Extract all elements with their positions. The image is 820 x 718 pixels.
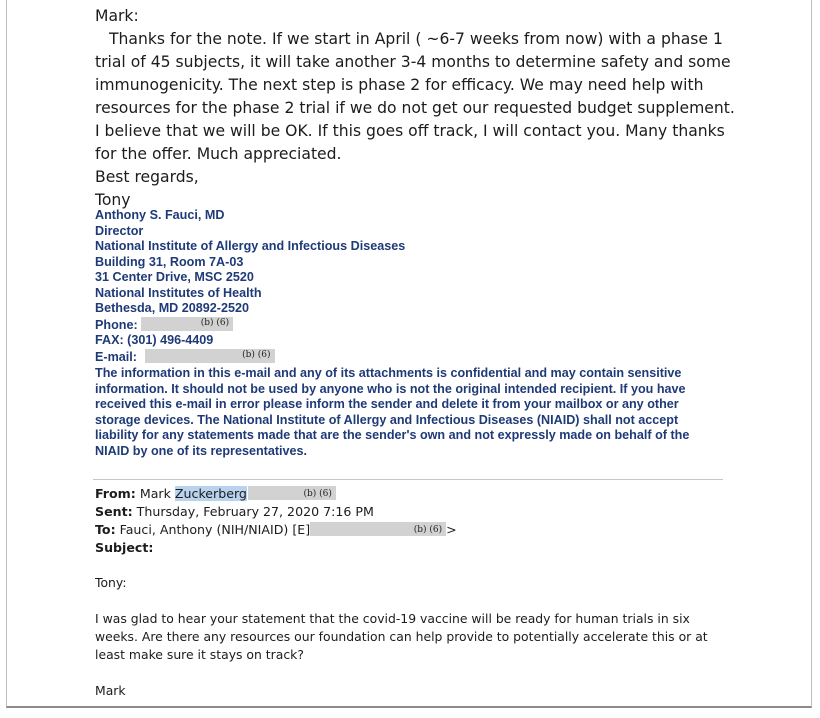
sig-name: Anthony S. Fauci, MD	[95, 208, 225, 222]
sent-value: Thursday, February 27, 2020 7:16 PM	[136, 504, 374, 519]
to-row	[95, 521, 735, 539]
reply-paragraph: Thanks for the note. If we start in April ( ~6-7 weeks from now) with a phase 1 trial of 45 subjects, it will take another 3-4 months to determine safety and some immunogenicity. The next step is phase 2 for efficacy. We may need help with resources for the phase 2 trial if we do not get our requested budget supplement. I believe that we will be OK. If this goes off track, I will contact you. Many thanks for the offer. Much appreciated.	[95, 30, 735, 163]
redaction-code: (b) (6)	[200, 317, 230, 328]
reply-name: Tony	[95, 191, 131, 209]
forwarded-email-header	[95, 485, 735, 557]
sig-institute: National Institute of Allergy and Infectious Diseases	[95, 239, 406, 253]
confidentiality-disclaimer: The information in this e-mail and any of its attachments is confidential and may contain sensitive information. It should not be used by anyone who is not the original intended recipient. If you have received this e-mail in error please inform the sender and delete it from your mailbox or any other storage devices. The National Institute of Allergy and Infectious Diseases (NIAID) shall not accept liability for any statements made that are the sender's own and not expressly made on behalf of the NIAID by one of its representatives.	[95, 366, 690, 458]
redaction-code: (b) (6)	[242, 349, 271, 360]
from-first-name: Mark	[139, 486, 175, 501]
sig-phone-row	[95, 317, 725, 334]
from-redaction	[248, 486, 336, 500]
to-end: >	[446, 522, 457, 537]
reply-closing: Best regards,	[95, 168, 199, 186]
original-message	[95, 574, 735, 718]
sent-label: Sent:	[95, 504, 133, 519]
sig-phone-label: Phone:	[95, 317, 138, 332]
to-redaction	[310, 522, 446, 536]
sig-email-row	[95, 349, 725, 366]
from-row	[95, 485, 735, 503]
sig-city: Bethesda, MD 20892-2520	[95, 301, 250, 315]
sent-row	[95, 503, 735, 521]
to-value: Fauci, Anthony (NIH/NIAID) [E]	[119, 522, 311, 537]
message-signoff: Mark	[95, 683, 126, 698]
reply-salutation: Mark:	[95, 7, 139, 25]
email-signature	[95, 208, 725, 459]
from-label: From:	[95, 486, 136, 501]
sig-street: 31 Center Drive, MSC 2520	[95, 270, 254, 284]
email-divider	[93, 479, 723, 480]
message-body: I was glad to hear your statement that the covid-19 vaccine will be ready for human trials in six weeks. Are there any resources our foundation can help provide to potentially accelerate this or at least make sure it stays on track?	[95, 611, 708, 662]
subject-row	[95, 539, 735, 557]
sig-email-label: E-mail:	[95, 349, 137, 364]
sig-building: Building 31, Room 7A-03	[95, 254, 244, 269]
redaction-code: (b) (6)	[413, 525, 443, 535]
email-redaction	[145, 349, 275, 363]
phone-redaction	[141, 317, 233, 331]
sig-title: Director	[95, 223, 144, 238]
reply-message	[95, 5, 735, 212]
redaction-code: (b) (6)	[303, 489, 332, 499]
from-last-name: Zuckerberg	[174, 486, 247, 501]
sig-fax: FAX: (301) 496-4409	[95, 333, 214, 347]
message-greeting: Tony:	[95, 575, 127, 590]
subject-label: Subject:	[95, 540, 154, 555]
sig-org: National Institutes of Health	[95, 285, 262, 300]
to-label: To:	[95, 522, 116, 537]
